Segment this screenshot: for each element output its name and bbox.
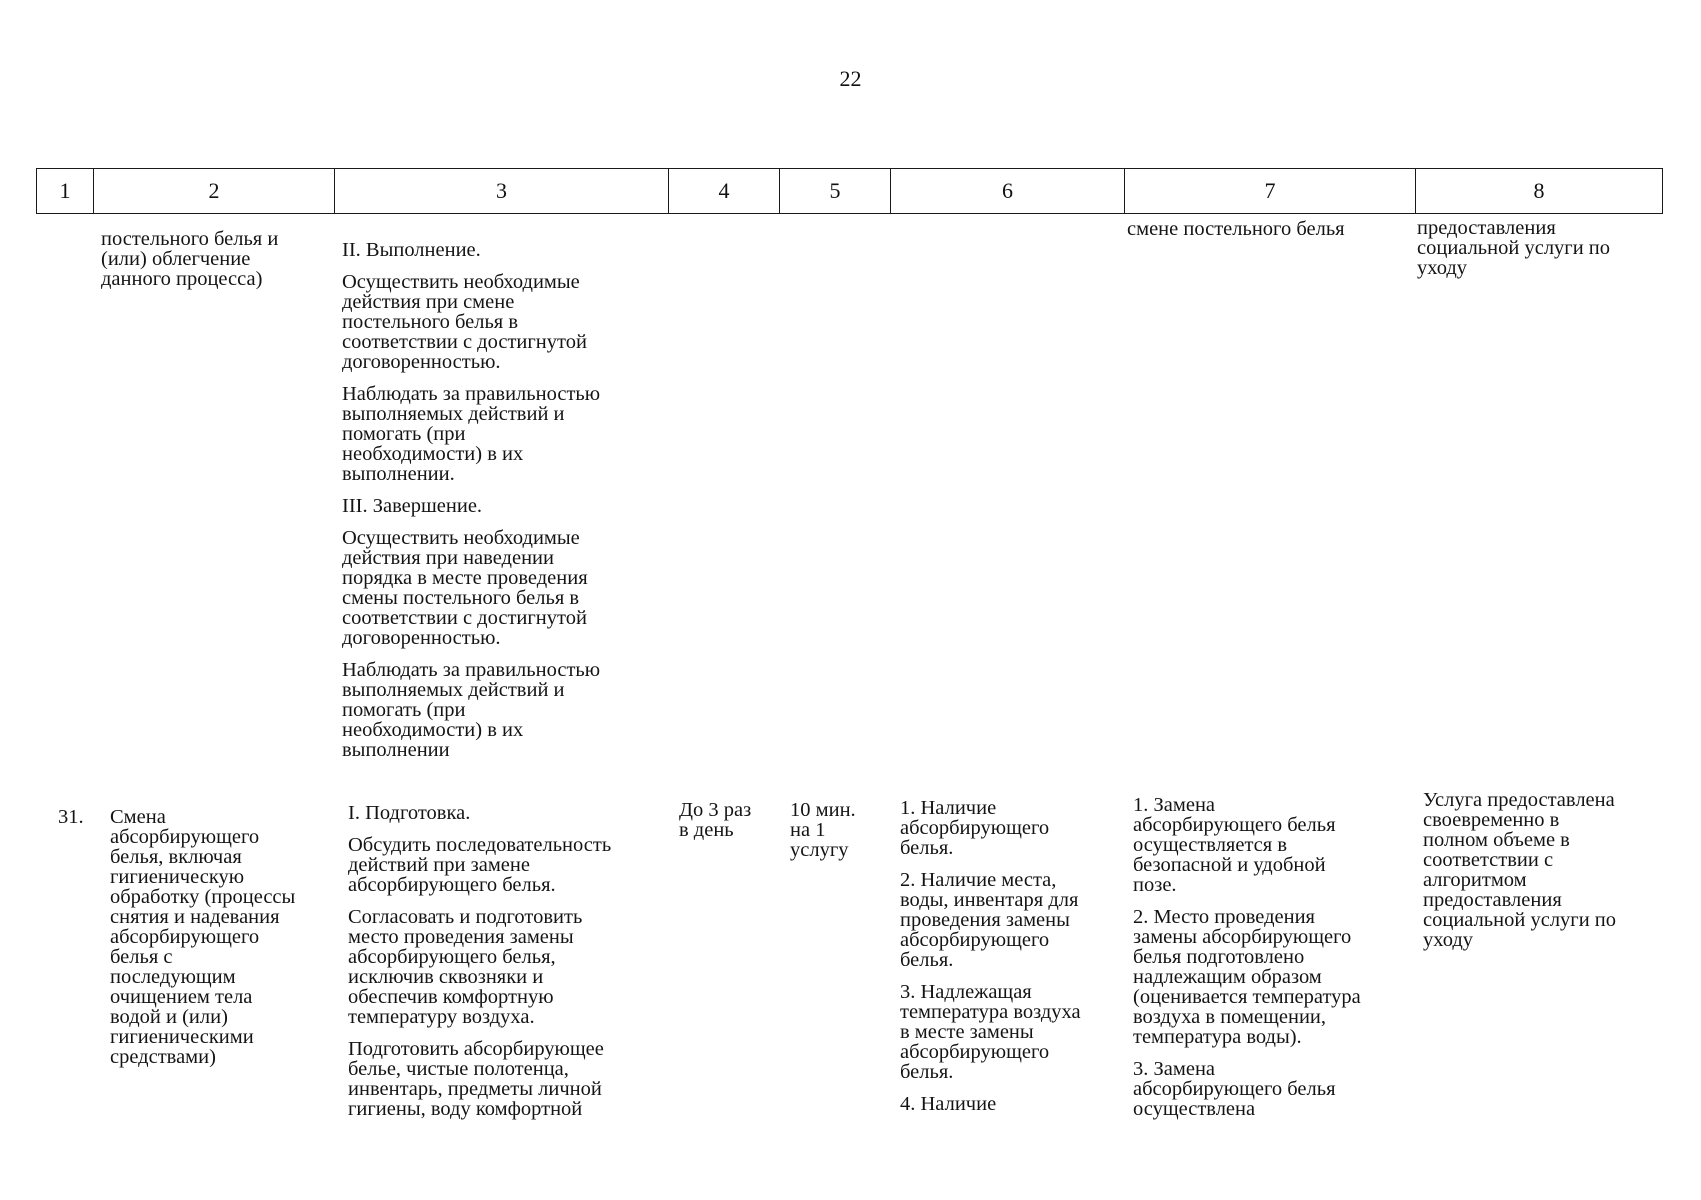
row31-conditions	[900, 798, 1130, 1114]
indicator-item: 1. Замена абсорбирующего белья осуществляется в безопасной и удобной позе.	[1133, 794, 1336, 896]
procedure-paragraph: Подготовить абсорбирующее белье, чистые полотенца, инвентарь, предметы личной гигиены, воду комфортной	[348, 1038, 604, 1120]
indicator-item: 2. Место проведения замены абсорбирующего белья подготовлено надлежащим образом (оценивается температура воздуха в помещении, температура воды).	[1133, 906, 1361, 1048]
header-col-1: 1	[37, 169, 94, 214]
row31-evaluation: Услуга предоставлена своевременно в полном объеме в соответствии с алгоритмом предоставления социальной услуги по уходу	[1423, 789, 1617, 951]
continued-evaluation: предоставления социальной услуги по уходу	[1417, 217, 1611, 279]
procedure-paragraph: Наблюдать за правильностью выполняемых действий и помогать (при необходимости) в их выполнении	[342, 659, 601, 761]
row31-duration: 10 мин. на 1 услугу	[790, 799, 856, 861]
header-col-5: 5	[780, 169, 891, 214]
procedure-paragraph: Согласовать и подготовить место проведения замены абсорбирующего белья, исключив сквозняки и обеспечив комфортную температуру воздуха.	[348, 906, 583, 1028]
indicator-item: 3. Замена абсорбирующего белья осуществлена	[1133, 1058, 1336, 1120]
continued-procedure	[342, 240, 672, 760]
header-col-7: 7	[1125, 169, 1416, 214]
continued-quality-indicators: смене постельного белья	[1127, 218, 1345, 240]
procedure-step-heading: III. Завершение.	[342, 495, 483, 517]
header-col-6: 6	[891, 169, 1125, 214]
procedure-paragraph: Осуществить необходимые действия при смене постельного белья в соответствии с достигнутой договоренностью.	[342, 271, 587, 373]
procedure-paragraph: Осуществить необходимые действия при наведении порядка в месте проведения смены постельного белья в соответствии с достигнутой договоренностью.	[342, 527, 588, 649]
row31-service-name: Смена абсорбирующего белья, включая гигиеническую обработку (процессы снятия и надевания абсорбирующего белья с последующим очищением тела водой и (или) гигиеническими средствами)	[110, 806, 296, 1068]
continued-service-name: постельного белья и (или) облегчение данного процесса)	[101, 228, 279, 290]
procedure-paragraph: Обсудить последовательность действий при замене абсорбирующего белья.	[348, 834, 612, 896]
row31-quality-indicators	[1133, 795, 1418, 1119]
condition-item: 2. Наличие места, воды, инвентаря для проведения замены абсорбирующего белья.	[900, 869, 1079, 971]
row31-frequency: До 3 раз в день	[679, 799, 752, 841]
header-row	[37, 169, 1663, 214]
procedure-step-heading: I. Подготовка.	[348, 802, 471, 824]
header-col-3: 3	[335, 169, 669, 214]
page-number: 22	[839, 66, 862, 91]
condition-item: 3. Надлежащая температура воздуха в месте замены абсорбирующего белья.	[900, 981, 1081, 1083]
header-col-4: 4	[669, 169, 780, 214]
header-col-2: 2	[94, 169, 335, 214]
column-number-header	[36, 168, 1663, 214]
procedure-step-heading: II. Выполнение.	[342, 239, 481, 261]
row31-procedure	[348, 803, 678, 1119]
condition-item: 4. Наличие	[900, 1093, 997, 1115]
condition-item: 1. Наличие абсорбирующего белья.	[900, 797, 1050, 859]
row-number: 31.	[58, 806, 84, 828]
header-col-8: 8	[1416, 169, 1663, 214]
procedure-paragraph: Наблюдать за правильностью выполняемых действий и помогать (при необходимости) в их выполнении.	[342, 383, 601, 485]
